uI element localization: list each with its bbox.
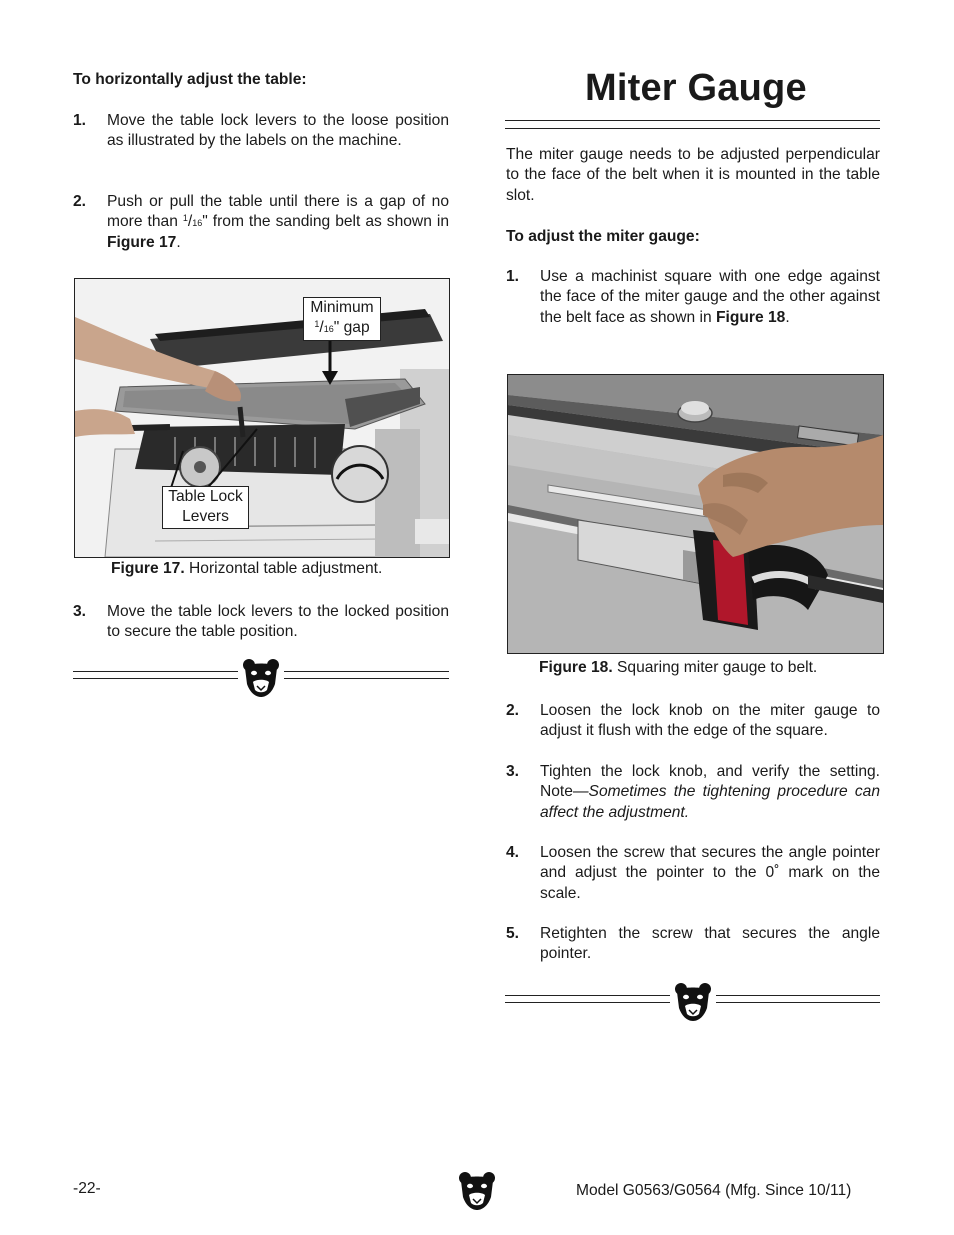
right-step-5	[506, 924, 880, 966]
title-rule-bottom	[505, 128, 880, 129]
step-text: Move the table lock levers to the loose position as illustrated by the labels on the machine.	[107, 112, 449, 150]
model-footer: Model G0563/G0564 (Mfg. Since 10/11)	[576, 1182, 852, 1199]
fraction-denominator: 16	[323, 324, 334, 334]
step-text-part: " from the sanding belt as shown in	[202, 213, 449, 231]
bear-head-logo-icon	[674, 982, 712, 1022]
intro-paragraph: The miter gauge needs to be adjusted perpendicular to the face of the belt when it is mounted in the table slot.	[506, 146, 880, 204]
step-text: Loosen the screw that secures the angle pointer and adjust the pointer to the 0˚ mark on the scale.	[540, 844, 880, 902]
figure-17-caption	[111, 559, 382, 579]
title-rule-top	[505, 120, 880, 121]
caption-text: Squaring miter gauge to belt.	[612, 659, 818, 676]
step-text: Loosen the lock knob on the miter gauge to adjust it flush with the edge of the square.	[540, 702, 880, 740]
step-number: 3.	[506, 763, 520, 780]
right-step-3	[506, 762, 880, 824]
step-number: 2.	[73, 193, 87, 210]
step-text: Move the table lock levers to the locked position to secure the table position.	[107, 603, 449, 641]
left-step-3	[73, 602, 449, 644]
step-text	[540, 762, 880, 823]
minimum-gap-label	[303, 297, 381, 341]
figure-17-photo	[74, 278, 450, 558]
right-step-2	[506, 701, 880, 743]
caption-ref: Figure 17.	[111, 560, 185, 577]
step-text	[540, 267, 880, 328]
page-number: -22-	[73, 1180, 101, 1197]
label-line: Minimum	[310, 299, 374, 316]
caption-text: Horizontal table adjustment.	[184, 560, 383, 577]
figure-reference: Figure 17	[107, 233, 177, 251]
page-title: Miter Gauge	[585, 67, 807, 109]
step-number: 2.	[506, 702, 520, 719]
right-step-1	[506, 267, 880, 349]
step-text-part: .	[176, 233, 181, 251]
sander-table-illustration	[75, 279, 449, 557]
step-text: Retighten the screw that secures the angle pointer.	[540, 925, 880, 963]
step-text-part: Use a machinist square with one edge against the face of the miter gauge and the other against the belt face as shown in	[540, 268, 880, 326]
right-step-4	[506, 843, 880, 905]
step-number: 5.	[506, 925, 520, 942]
left-section-heading: To horizontally adjust the table:	[73, 71, 307, 88]
fraction-numerator: 1	[182, 213, 188, 224]
step-text-part: Tighten the lock knob, and verify the setting. Note—	[540, 763, 880, 801]
miter-gauge-illustration	[508, 375, 883, 653]
fraction-numerator: 1	[314, 319, 320, 329]
figure-18-caption	[539, 658, 817, 678]
step-number: 3.	[73, 603, 87, 620]
left-step-2	[73, 192, 449, 254]
label-line: $^1$/16" gap	[314, 319, 370, 336]
label-text: " gap	[333, 319, 370, 336]
right-section-heading: To adjust the miter gauge:	[506, 228, 700, 245]
step-note-italic: Sometimes the tightening procedure can affect the adjustment.	[540, 783, 880, 821]
step-number: 4.	[506, 844, 520, 861]
table-lock-levers-label	[162, 486, 249, 529]
caption-ref: Figure 18.	[539, 659, 613, 676]
step-number: 1.	[506, 268, 520, 285]
bear-head-logo-icon	[458, 1170, 496, 1212]
fraction-denominator: 16	[192, 218, 203, 229]
bear-head-logo-icon	[242, 658, 280, 698]
step-text-part: .	[785, 308, 790, 326]
left-step-1	[73, 111, 449, 173]
step-text-part: Push or pull the table until there is a gap of no more than	[107, 193, 449, 231]
label-line: Levers	[182, 508, 229, 525]
step-text: Push or pull the table until there is a gap of no more than $^1$/16" from the sanding belt as shown in Figure 17.	[107, 193, 449, 251]
figure-reference: Figure 18	[715, 308, 786, 326]
figure-18-photo	[507, 374, 884, 654]
label-line: Table Lock	[168, 488, 243, 505]
step-number: 1.	[73, 112, 87, 129]
